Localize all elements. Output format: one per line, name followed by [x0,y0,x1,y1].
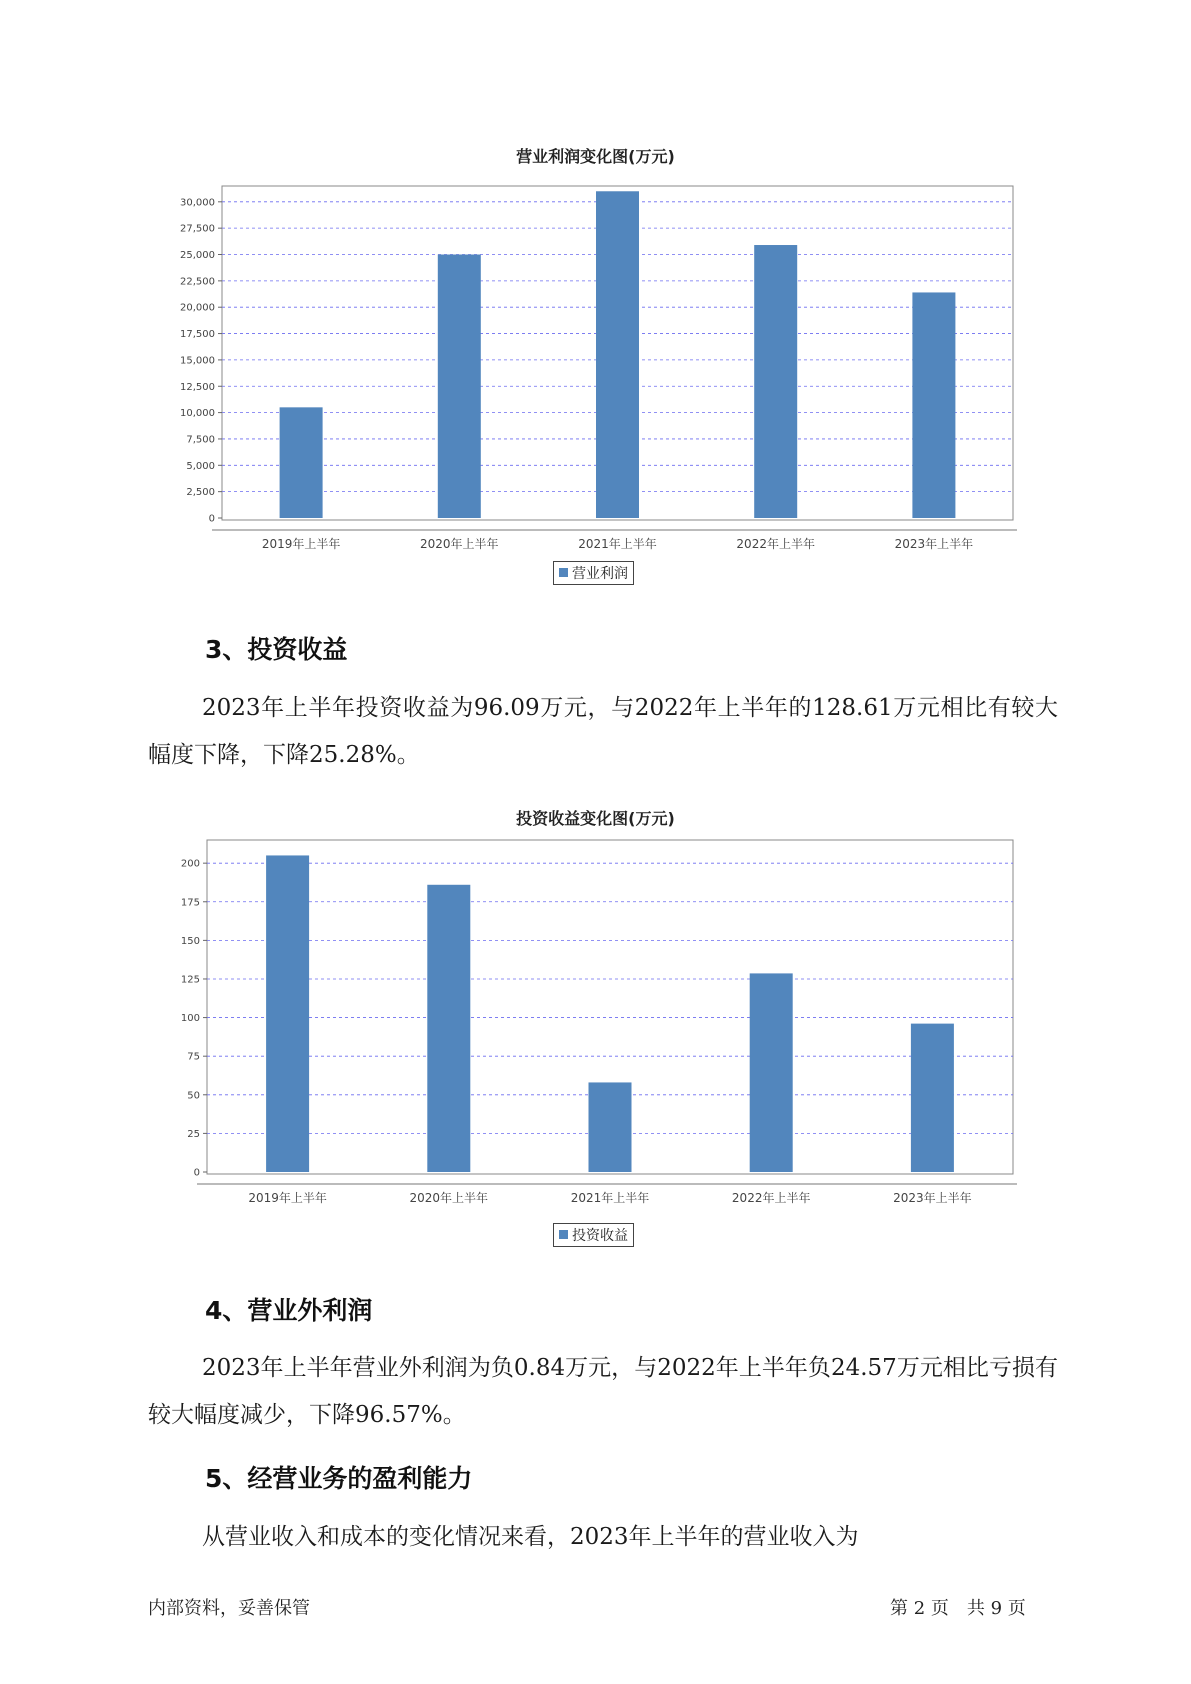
y-tick-label: 10,000 [180,408,215,420]
x-tick-label: 2023年上半年 [893,1191,972,1205]
y-tick-label: 50 [187,1090,200,1102]
y-tick-label: 15,000 [180,355,215,367]
y-tick-label: 175 [180,897,200,909]
section-heading-business-profitability: 5、经营业务的盈利能力 [205,1464,473,1493]
x-tick-label: 2019年上半年 [248,1191,327,1205]
x-tick-label: 2021年上半年 [570,1191,650,1205]
x-tick-label: 2023年上半年 [894,537,974,551]
footer-page-number: 第 2 页 共 9 页 [890,1598,1026,1619]
y-tick-label: 5,000 [186,460,215,472]
y-tick-label: 75 [187,1051,200,1063]
y-tick-label: 2,500 [186,487,215,499]
y-tick-label: 17,500 [180,329,215,341]
bar-2019年上半年 [266,855,309,1172]
investment-income-chart [0,834,1191,1205]
legend-label: 营业利润 [572,566,628,582]
y-tick-label: 125 [180,974,200,986]
y-tick-label: 27,500 [180,223,215,235]
y-tick-label: 22,500 [180,276,215,288]
legend-label: 投资收益 [572,1228,628,1244]
y-tick-label: 7,500 [186,434,215,446]
y-tick-label: 100 [180,1013,200,1025]
x-tick-label: 2019年上半年 [261,537,341,551]
bar-2022年上半年 [750,973,793,1172]
bar-2022年上半年 [754,245,797,518]
y-tick-label: 0 [193,1167,200,1179]
paragraph-investment-income: 2023年上半年投资收益为96.09万元，与2022年上半年的128.61万元相比有较大幅度下降，下降25.28%。 [148,695,1058,768]
legend-swatch [559,1230,568,1239]
chart-title-operating-profit: 营业利润变化图(万元) [516,147,675,166]
x-tick-label: 2021年上半年 [578,537,657,551]
operating-profit-chart [0,170,1191,551]
x-tick-label: 2022年上半年 [736,537,815,551]
bar-2019年上半年 [280,407,323,518]
y-tick-label: 30,000 [180,197,215,209]
x-tick-label: 2022年上半年 [731,1191,811,1205]
chart-title-investment-income: 投资收益变化图(万元) [516,809,675,828]
legend-swatch [559,568,568,577]
paragraph-business-profitability: 从营业收入和成本的变化情况来看，2023年上半年的营业收入为 [202,1524,859,1550]
x-tick-label: 2020年上半年 [409,1191,489,1205]
y-tick-label: 25 [187,1128,200,1140]
y-tick-label: 20,000 [180,302,215,314]
bar-2021年上半年 [589,1082,632,1172]
y-tick-label: 150 [180,935,200,947]
bar-2023年上半年 [912,292,955,518]
bar-2023年上半年 [911,1024,954,1172]
bar-2020年上半年 [438,255,481,518]
y-tick-label: 200 [180,858,200,870]
y-tick-label: 0 [208,513,215,525]
bar-2020年上半年 [427,885,470,1172]
bar-2021年上半年 [596,191,639,518]
chart-legend-investment-income [553,1223,634,1247]
section-heading-investment-income: 3、投资收益 [205,635,348,664]
y-tick-label: 25,000 [180,250,215,262]
footer-confidential-note: 内部资料，妥善保管 [148,1598,310,1619]
x-tick-label: 2020年上半年 [420,537,499,551]
y-tick-label: 12,500 [180,381,215,393]
chart-legend-operating-profit [553,561,634,585]
paragraph-non-operating-profit: 2023年上半年营业外利润为负0.84万元，与2022年上半年负24.57万元相比亏损有较大幅度减少，下降96.57%。 [148,1355,1058,1428]
section-heading-non-operating-profit: 4、营业外利润 [205,1296,373,1325]
